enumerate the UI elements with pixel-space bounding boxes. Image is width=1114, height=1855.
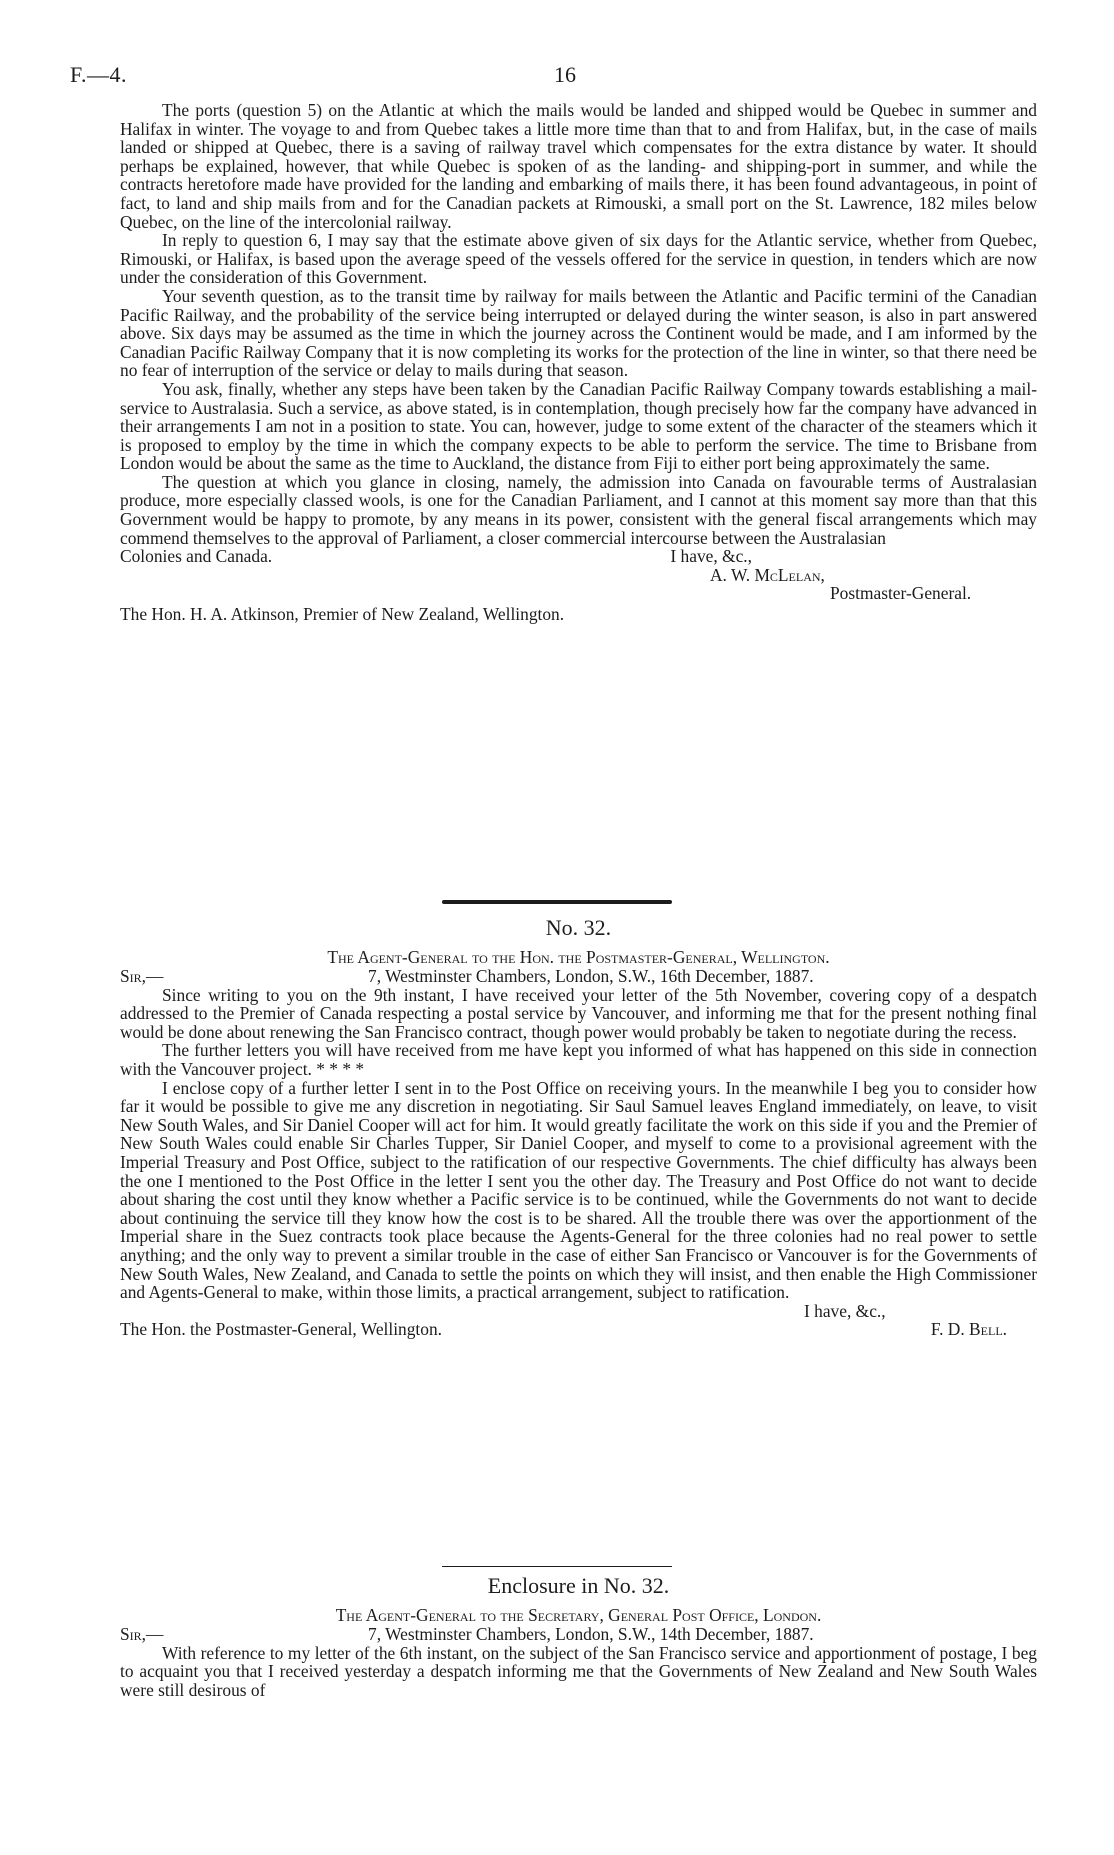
paragraph: Your seventh question, as to the transit time by railway for mails between the Atlantic and Pacific termini of the Canadian Pacific Railway, and the probability of the service being interrupted or delayed during the winter season, is also in part answered above. Six days may be assumed as the time in which the journey across the Continent would be made, and I am informed by the Canadian Pacific Railway Company that it is now completing its works for the protection of the line in winter, so that there need be no fear of interruption of the service or delay to mails during that season. bbox=[120, 285, 1037, 381]
salutation: Sir,— bbox=[120, 1623, 164, 1644]
report-reference: F.—4. bbox=[70, 62, 127, 87]
letter-heading: No. 32. bbox=[545, 915, 612, 940]
salutation-line bbox=[120, 967, 1037, 986]
closing: I have, &c., bbox=[670, 546, 752, 567]
paragraph: In reply to question 6, I may say that the estimate above given of six days for the Atlantic service, whether from Quebec, Rimouski, or Halifax, is based upon the average speed of the vessels offered for the service in question, in tenders which are now under the consideration of this Government. bbox=[120, 230, 1037, 288]
letter-from-to: The Agent-General to the Hon. the Postmaster-General, Wellington. bbox=[327, 947, 830, 967]
sender-address: 7, Westminster Chambers, London, S.W., 14th December, 1887. bbox=[368, 1623, 814, 1644]
sender-address: 7, Westminster Chambers, London, S.W., 16th December, 1887. bbox=[368, 965, 814, 986]
paragraph: The question at which you glance in closing, namely, the admission into Canada on favourable terms of Australasian produce, more especially classed wools, is one for the Canadian Parliament, and I cannot at this moment say more than that this Government would be happy to promote, by any means in its power, consistent with the general fiscal arrangements which may commend themselves to the approval of Parliament, a closer commercial intercourse between the Australasian bbox=[120, 471, 1037, 548]
enclosure-heading: Enclosure in No. 32. bbox=[487, 1573, 670, 1598]
paragraph-end: Colonies and Canada. bbox=[120, 546, 273, 567]
enclosure-from-to: The Agent-General to the Secretary, General Post Office, London. bbox=[335, 1605, 822, 1625]
addressee: The Hon. the Postmaster-General, Wellington. bbox=[120, 1319, 442, 1340]
enclosure bbox=[120, 1572, 1037, 1699]
paragraph: The ports (question 5) on the Atlantic at which the mails would be landed and shipped would be Quebec in summer and Halifax in winter. The voyage to and from Quebec takes a little more time than that to and from Halifax, but, in the case of mails landed or shipped at Quebec, there is a saving of railway travel which compensates for the extra distance by water. It should perhaps be explained, however, that while Quebec is spoken of as the landing- and shipping-port in summer, and while the contracts heretofore made have provided for the landing and embarking of mails there, it has been found advantageous, in point of fact, to land and ship mails from and for the Canadian packets at Rimouski, a small port on the St. Lawrence, 182 miles below Quebec, on the line of the intercolonial railway. bbox=[120, 100, 1037, 232]
paragraph: With reference to my letter of the 6th instant, on the subject of the San Francisco service and apportionment of postage, I beg to acquaint you that I received yesterday a despatch informing me that the Governments of New Zealand and New South Wales were still desirous of bbox=[120, 1642, 1037, 1700]
salutation-line bbox=[120, 1625, 1037, 1644]
letter-31-body bbox=[120, 101, 1037, 624]
signature: F. D. Bell. bbox=[930, 1319, 1007, 1340]
thin-divider bbox=[442, 1566, 672, 1567]
signature: A. W. McLelan, bbox=[710, 564, 825, 585]
addressee: The Hon. H. A. Atkinson, Premier of New Zealand, Wellington. bbox=[120, 604, 565, 625]
letter-32 bbox=[120, 914, 1037, 1339]
paragraph: The further letters you will have received from me have kept you informed of what has happened on this side in connection with the Vancouver project. * * * * bbox=[120, 1040, 1037, 1079]
page-header bbox=[70, 62, 1044, 94]
paragraph: Since writing to you on the 9th instant, I have received your letter of the 5th November, covering copy of a despatch addressed to the Premier of Canada respecting a postal service by Vancouver, and informing me that for the present nothing final would be done about renewing the San Francisco contract, though power would probably be taken to negotiate during the recess. bbox=[120, 984, 1037, 1042]
closing: I have, &c., bbox=[804, 1300, 886, 1321]
thick-divider bbox=[442, 900, 672, 904]
thick-divider-wrap bbox=[0, 894, 1114, 914]
signature-title: Postmaster-General. bbox=[830, 583, 972, 604]
paragraph: You ask, finally, whether any steps have been taken by the Canadian Pacific Railway Company towards establishing a mail-service to Australasia. Such a service, as above stated, is in contemplation, though precisely how far the company have advanced in their arrangements I am not in a position to state. You can, however, judge to some extent of the character of the steamers which it is proposed to employ by the time in which the company expects to be able to perform the service. The time to Brisbane from London would be about the same as the time to Auckland, the distance from Fiji to either port being approximately the same. bbox=[120, 378, 1037, 474]
salutation: Sir,— bbox=[120, 965, 164, 986]
addressee-line bbox=[120, 1320, 1037, 1339]
paragraph: I enclose copy of a further letter I sent in to the Post Office on receiving yours. In the meanwhile I beg you to consider how far it would be possible to give me any discretion in negotiating. Sir Saul Samuel leaves England immediately, on leave, to visit New South Wales, and Sir Daniel Cooper will act for him. It would greatly facilitate the work on this side if you and the Premier of New South Wales could enable Sir Charles Tupper, Sir Daniel Cooper, and myself to come to a provisional agreement with the Imperial Treasury and Post Office, subject to the ratification of our respective Governments. The chief difficulty has always been the one I mentioned to the Post Office in the letter I sent you the other day. The Treasury and Post Office do not want to decide about sharing the cost until they know whether a Pacific service is to be continued, while the Governments do not want to decide about continuing the service till they know how the cost is to be shared. All the trouble there was over the apportionment of the Imperial share in the Suez contracts took place because the Agents-General for the three colonies had no real power to settle anything; and the only way to prevent a similar trouble in the case of either San Francisco or Vancouver is for the Governments of New South Wales, New Zealand, and Canada to settle the points on which they will insist, and then enable the High Commissioner and Agents-General to make, within those limits, a practical arrangement, subject to ratification. bbox=[120, 1077, 1037, 1303]
page-number: 16 bbox=[554, 62, 576, 87]
closing-line bbox=[120, 547, 1037, 566]
